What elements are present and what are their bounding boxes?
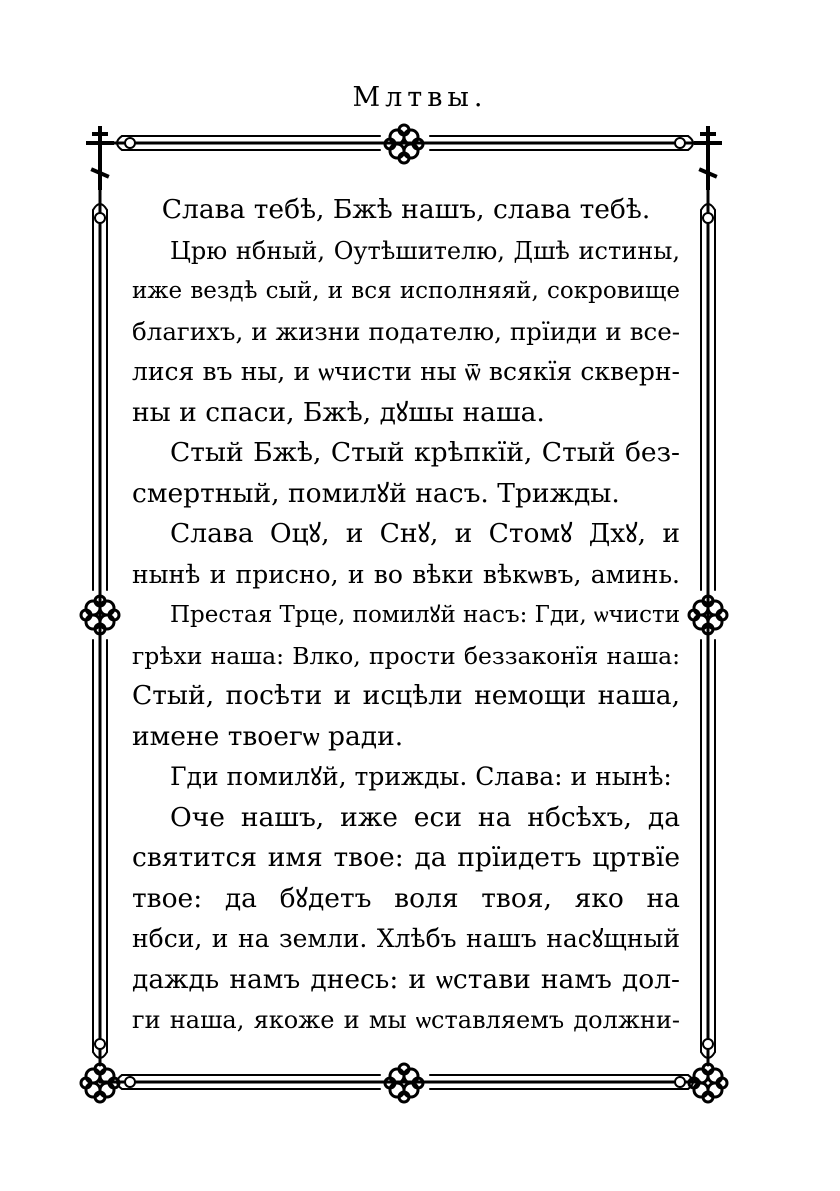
text-line: Престая Трце, помилꙋй насъ: Гди, ѡчисти: [170, 602, 680, 628]
top-left-cross-ornament: [88, 128, 112, 188]
text-line: имене твоегѡ ради.: [132, 720, 404, 752]
text-line: Слава тебѣ, Бжѣ нашъ, слава тебѣ.: [161, 194, 651, 225]
text-line: Стый, посѣти и исцѣли немощи наша,: [132, 680, 680, 711]
text-line: ги наша, якоже и мы ѡставляемъ должни-: [132, 1006, 680, 1034]
text-line: ны и спаси, Бжѣ, дꙋшы наша.: [132, 396, 545, 428]
text-line: Слава Оцꙋ, и Снꙋ, и Стомꙋ Дхꙋ, и: [170, 518, 680, 549]
top-right-cross-ornament: [696, 128, 720, 188]
prayer-text-block: [132, 190, 680, 1050]
text-line: нынѣ и присно, и во вѣки вѣкѡвъ, аминь.: [132, 559, 680, 589]
text-line: лися въ ны, и ѡчисти ны ѿ всякїя скверн-: [132, 357, 680, 386]
text-line: Црю нбный, Оутѣшителю, Дшѣ истины,: [170, 236, 680, 265]
text-line: святится имя твое: да прїидетъ цртвїе: [132, 842, 680, 873]
text-line: благихъ, и жизни подателю, прїиди и все-: [132, 316, 680, 346]
text-line: Стый Бжѣ, Стый крѣпкїй, Стый без-: [170, 437, 680, 468]
text-line: даждь намъ днесь: и ѡстави намъ дол-: [132, 963, 680, 995]
text-line: Гди помилꙋй, трижды. Слава: и нынѣ:: [170, 762, 672, 791]
text-line: смертный, помилꙋй насъ. Трижды.: [132, 477, 620, 509]
text-line: грѣхи наша: Влко, прости беззаконїя наша:: [132, 641, 680, 670]
text-line: иже вездѣ сый, и вся исполняяй, сокровище: [132, 278, 680, 304]
text-line: твое: да бꙋдетъ воля твоя, яко на: [132, 882, 680, 914]
running-head: Млтвы.: [352, 82, 488, 113]
text-line: нбси, и на земли. Хлѣбъ нашъ насꙋщный: [132, 924, 680, 953]
text-line: Оче нашъ, иже еси на нбсѣхъ, да: [170, 801, 680, 833]
